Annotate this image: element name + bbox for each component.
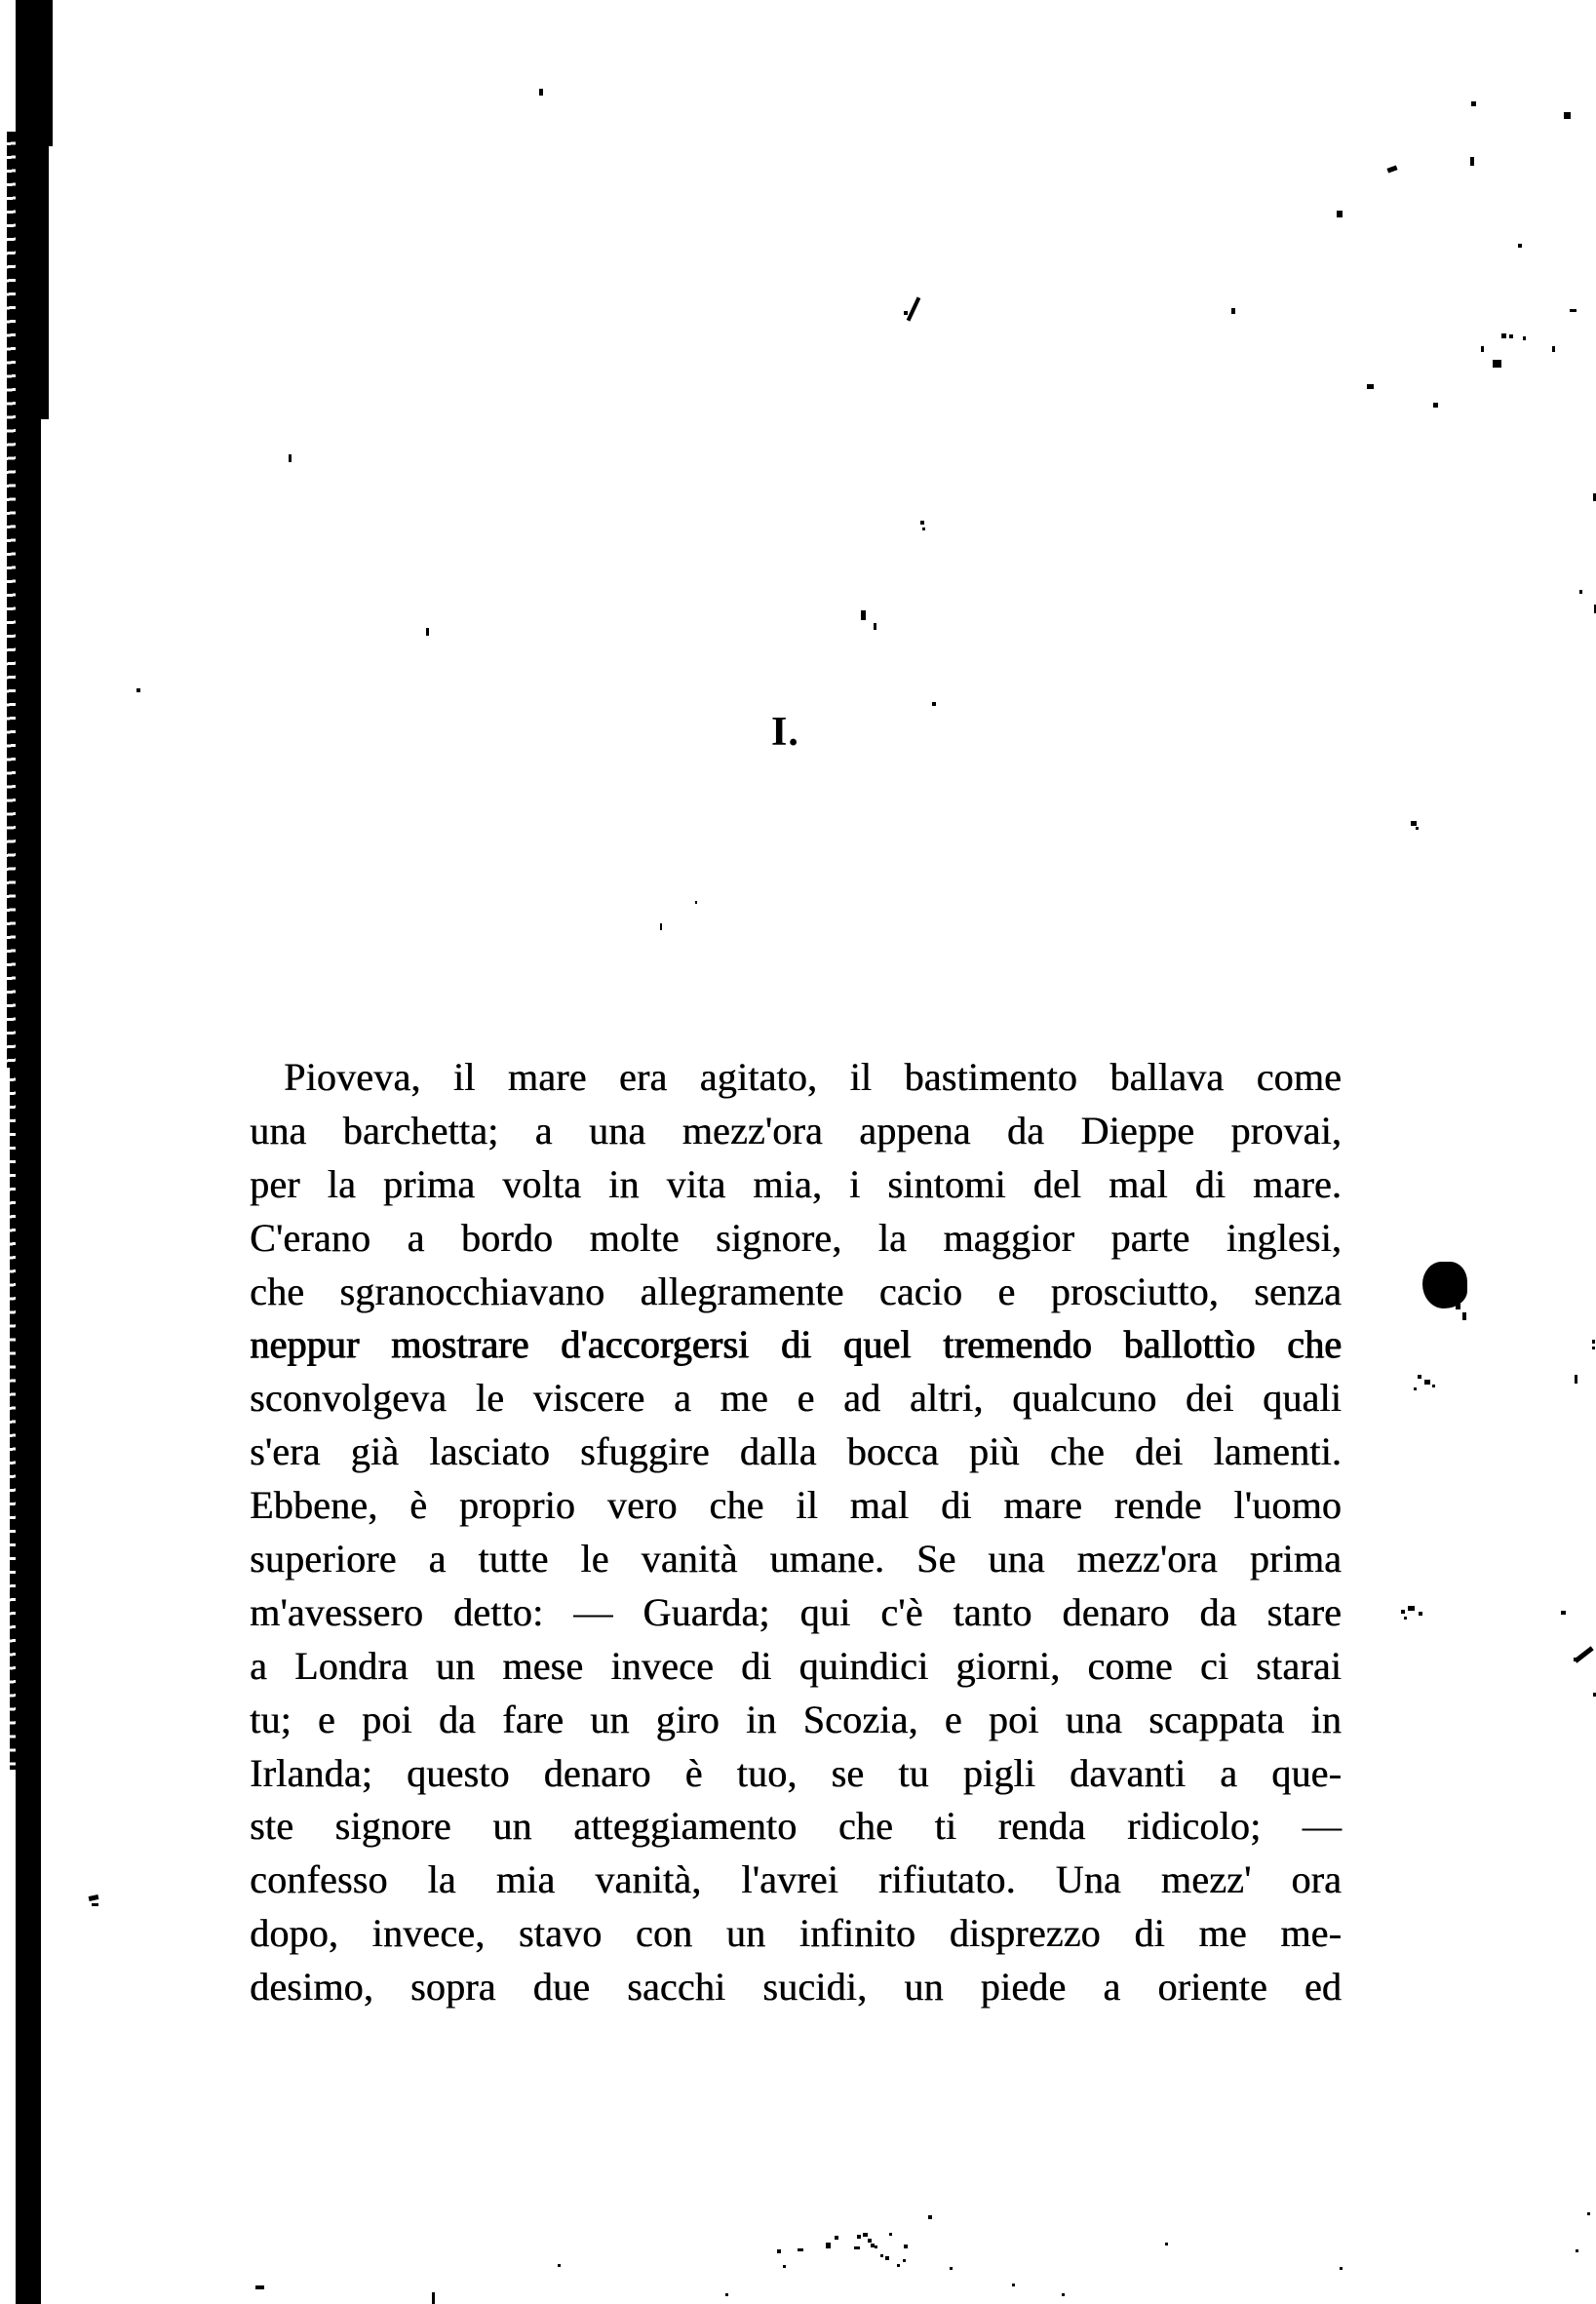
ink-speck: [1418, 1375, 1421, 1379]
ink-blob: [1422, 1262, 1467, 1308]
text-line: per la prima volta in vita mia, i sintomi del mal di mare.: [250, 1161, 1342, 1206]
text-line: sconvolgeva le viscere a me e ad altri, qualcuno dei quali: [250, 1376, 1342, 1421]
ink-speck: [1462, 1312, 1466, 1320]
ink-speck: [1401, 1610, 1405, 1614]
ink-speck: [783, 2265, 786, 2268]
ink-speck: [1470, 157, 1474, 166]
ink-speck: [1576, 2249, 1578, 2252]
ink-speck: [432, 2292, 435, 2304]
ink-speck: [922, 527, 925, 530]
ink-speck: [1575, 1375, 1577, 1384]
ink-speck: [889, 2233, 892, 2236]
text-line: dopo, invece, stavo con un infinito disprezzo di me me-: [250, 1911, 1342, 1956]
ink-speck: [1564, 112, 1571, 119]
ink-speck: [932, 702, 936, 706]
ink-speck: [1404, 1617, 1407, 1620]
ink-speck: [539, 89, 543, 96]
text-line: Irlanda; questo denaro è tuo, se tu pigli davanti a que-: [250, 1750, 1342, 1795]
ink-speck: [725, 2293, 728, 2296]
ink-speck: [904, 311, 908, 315]
ink-speck: [1574, 1658, 1577, 1661]
ink-speck: [857, 2235, 861, 2239]
text-line: Pioveva, il mare era agitato, il bastimento ballava come: [284, 1055, 1342, 1099]
ink-speck: [1509, 334, 1513, 338]
ink-speck: [885, 2256, 889, 2260]
ink-speck: [1456, 1304, 1460, 1309]
ink-speck: [558, 2264, 561, 2267]
ink-speck: [777, 2249, 781, 2253]
text-line: Ebbene, è proprio vero che il mal di mare rende l'uomo: [250, 1483, 1342, 1528]
ink-speck: [903, 2259, 906, 2262]
text-line: desimo, sopra due sacchi sucidi, un piede a oriente ed: [250, 1965, 1342, 2010]
ink-speck: [1340, 2267, 1343, 2270]
ink-speck: [1561, 1611, 1566, 1615]
ink-speck: [289, 454, 292, 462]
ink-speck: [874, 623, 876, 630]
paragraph: [250, 1051, 1342, 2014]
ink-speck: [1579, 590, 1582, 594]
ink-speck: [920, 521, 924, 525]
text-line: una barchetta; a una mezz'ora appena da Dieppe provai,: [250, 1108, 1342, 1152]
ink-speck: [1424, 1380, 1430, 1385]
ink-speck: [255, 2285, 264, 2289]
ink-speck: [1367, 384, 1374, 389]
ink-speck: [1433, 403, 1438, 408]
binding-shadow-fringe-lower: [10, 1068, 19, 1770]
ink-speck: [861, 610, 866, 620]
ink-speck: [897, 2264, 900, 2267]
ink-speck: [89, 1894, 99, 1901]
text-line: m'avessero detto: — Guarda; qui c'è tanto denaro da stare: [250, 1589, 1342, 1634]
ink-speck: [1587, 2212, 1590, 2215]
ink-speck: [1432, 1385, 1435, 1387]
ink-speck: [1446, 1297, 1452, 1303]
ink-speck: [826, 2243, 831, 2248]
ink-speck: [928, 2215, 932, 2219]
ink-speck: [854, 2246, 860, 2249]
binding-shadow-fringe-upper: [7, 132, 19, 1068]
ink-speck: [904, 2245, 908, 2248]
text-line: che sgranocchiavano allegramente cacio e prosciutto, senza: [250, 1269, 1342, 1313]
ink-speck: [1062, 2293, 1065, 2296]
ink-speck: [1471, 101, 1476, 106]
ink-speck: [1518, 244, 1522, 248]
ink-speck: [1592, 1340, 1595, 1344]
ink-speck: [1414, 1387, 1417, 1390]
ink-speck: [1501, 333, 1506, 338]
text-line: confesso la mia vanità, l'avrei rifiutato. Una mezz' ora: [250, 1857, 1342, 1902]
text-line: s'era già lasciato sfuggire dalla bocca più che dei lamenti.: [250, 1429, 1342, 1474]
ink-speck: [863, 2233, 868, 2237]
ink-speck: [1570, 309, 1577, 312]
ink-speck: [798, 2248, 803, 2251]
text-line: superiore a tutte le vanità umane. Se una mezz'ora prima: [250, 1537, 1342, 1582]
ink-speck: [868, 2239, 872, 2243]
ink-speck: [1523, 336, 1526, 340]
ink-speck: [1337, 211, 1343, 217]
ink-speck: [1552, 346, 1555, 352]
ink-speck: [695, 901, 697, 904]
text-line: ste signore un atteggiamento che ti renda ridicolo; —: [250, 1804, 1342, 1849]
ink-speck: [880, 2254, 883, 2257]
text-line: neppur mostrare d'accorgersi di quel tremendo ballottìo che: [250, 1322, 1342, 1367]
ink-speck: [1411, 821, 1417, 826]
text-line: a Londra un mese invece di quindici giorni, come ci starai: [250, 1643, 1342, 1688]
ink-speck: [875, 2245, 877, 2248]
ink-speck: [1165, 2243, 1168, 2245]
ink-speck: [907, 296, 921, 321]
ink-speck: [1493, 360, 1501, 368]
ink-speck: [1592, 1347, 1595, 1349]
chapter-numeral: I.: [771, 710, 799, 755]
ink-speck: [660, 923, 662, 930]
ink-speck: [1419, 1612, 1422, 1616]
ink-speck: [136, 688, 140, 692]
ink-speck: [950, 2267, 953, 2270]
ink-speck: [1386, 165, 1397, 173]
ink-speck: [1416, 827, 1419, 830]
ink-speck: [1481, 346, 1484, 352]
ink-speck: [1012, 2284, 1015, 2286]
ink-speck: [1231, 308, 1235, 314]
ink-speck: [1408, 1606, 1415, 1611]
ink-speck: [426, 628, 429, 636]
text-line: tu; e poi da fare un giro in Scozia, e poi una scappata in: [250, 1697, 1342, 1741]
ink-speck: [92, 1903, 98, 1906]
ink-speck: [835, 2236, 838, 2240]
text-line: C'erano a bordo molte signore, la maggior parte inglesi,: [250, 1215, 1342, 1260]
